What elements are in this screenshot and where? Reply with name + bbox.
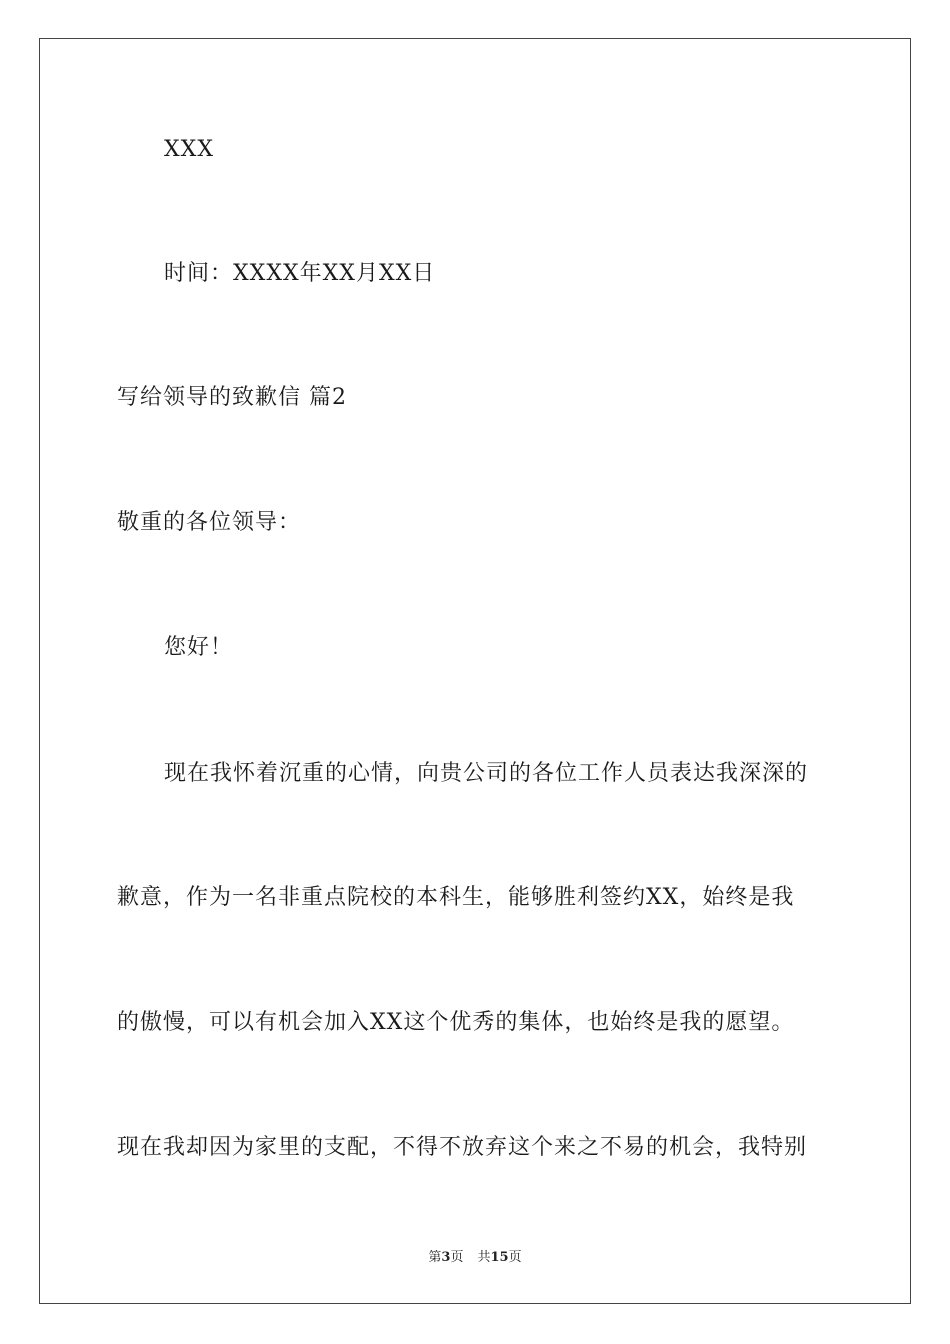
greeting: 您好！ [164,635,234,660]
page-prefix: 第 [428,1250,442,1265]
date-line: 时间：XXXX年XX月XX日 [164,261,436,286]
total-prefix: 共 [477,1250,491,1265]
signature-line: XXX [164,137,214,162]
body-line: 歉意，作为一名非重点院校的本科生，能够胜利签约XX，始终是我 [117,885,795,910]
page-border [39,38,911,1304]
body-line: 现在我怀着沉重的心情，向贵公司的各位工作人员表达我深深的 [164,761,809,786]
page-suffix: 页 [450,1250,464,1265]
page-footer [0,1249,950,1267]
total-pages: 15 [490,1250,509,1265]
section-title: 写给领导的致歉信 篇2 [117,385,347,410]
body-line: 现在我却因为家里的支配，不得不放弃这个来之不易的机会，我特别 [117,1135,808,1160]
total-suffix: 页 [508,1250,522,1265]
page-number: 3 [441,1250,451,1265]
salutation: 敬重的各位领导： [117,510,302,535]
body-line: 的傲慢，可以有机会加入XX这个优秀的集体，也始终是我的愿望。 [117,1010,795,1035]
